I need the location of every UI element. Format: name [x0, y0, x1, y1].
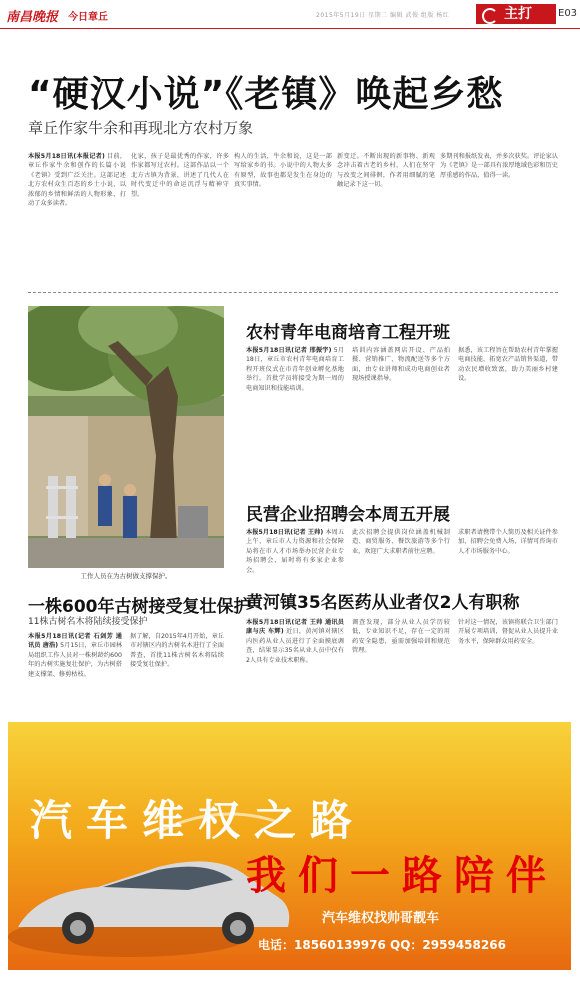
tree-text-2: 据了解，自2015年4月开始，章丘市对辖区内的古树名木进行了全面普查，首批11株古树名木将陆续接受复壮保护。: [130, 633, 224, 669]
ad-contact: 电话：18560139976 QQ：2959458266: [258, 938, 506, 952]
lead-column-4: [337, 152, 435, 287]
article2-text-2: 此次招聘会提供岗位涵盖机械制造、商贸服务、餐饮旅游等多个行业，欢迎广大求职者前往应聘。: [352, 529, 450, 555]
lead-text-4: 新变迁。不断出现的新事物、新观念冲击着古老的乡村，人们在坚守与改变之间徘徊，作者用细腻的笔触记录下这一切。: [337, 153, 435, 189]
lead-subhead: 章丘作家牛余和再现北方农村万象: [28, 119, 254, 137]
article1-title: 农村青年电商培育工程开班: [246, 323, 450, 343]
rotate-icon: [482, 8, 498, 24]
tree-column-2: [130, 632, 224, 712]
article1-text-3: 据悉，该工程旨在帮助农村青年掌握电商技能，拓宽农产品销售渠道，带动农民增收致富，助力美丽乡村建设。: [458, 347, 558, 383]
photo-caption: 工作人员在为古树做支撑保护。: [80, 572, 172, 580]
article3-title: 黄河镇35名医药从业者仅2人有职称: [246, 593, 520, 613]
ad-slogan-1: 汽车维权之路: [30, 796, 367, 845]
article2-column-1: [246, 528, 344, 580]
article3-byline: 本报5月18日讯(记者 王帅 通讯员 康与庆 车辉): [246, 619, 344, 636]
tree-text-1: 5月15日，章丘市园林局组织工作人员对一株树龄约600年的古树实施复壮保护，为古树搭建支撑架、修剪枯枝。: [28, 642, 122, 678]
article3-column-1: [246, 618, 344, 713]
article2-text-3: 求职者请携带个人简历及相关证件参加，招聘会免费入场，详情可咨询市人才市场服务中心。: [458, 529, 558, 555]
tree-photo: [28, 306, 224, 568]
band-label: 主打: [504, 6, 532, 22]
article2-column-3: [458, 528, 558, 580]
dateline: 2015年5月19日 星期二 编辑 武俊 组版 杨红: [316, 12, 450, 19]
section-band: [476, 4, 556, 24]
section-divider: [28, 292, 558, 293]
article1-text-2: 培训内容涵盖网店开设、产品拍摄、营销推广、物流配送等多个方面，由专业讲师和成功电商创业者现场授课指导。: [352, 347, 450, 383]
tree-byline: 本报5月18日讯(记者 石剑芳 通讯员 唐浩): [28, 633, 122, 650]
article1-text-1: 5月18日，章丘市农村青年电商培育工程开班仪式在市青年创业孵化基地举行。首批学员将接受为期一周的电商知识和技能培训。: [246, 347, 344, 392]
masthead-rule: [0, 28, 580, 29]
ad-tagline: 汽车维权找帅哥靓车: [322, 911, 440, 926]
lead-text-3: 构人的生活，牛余和说，这是一部写给家乡的书。小说中的人物大多有原型，故事也都是发生在身边的真实事情。: [234, 153, 332, 189]
article1-column-3: [458, 346, 558, 496]
article3-text-2: 调查发现，部分从业人员学历较低，专业知识不足，存在一定的用药安全隐患，亟需加强培训和规范管理。: [352, 619, 450, 655]
newspaper-logo: 南昌晚报: [6, 10, 59, 25]
article3-text-3: 针对这一情况，该镇将联合卫生部门开展专项培训，督促从业人员提升业务水平，保障群众用药安全。: [458, 619, 558, 645]
article1-byline: 本报5月18日讯(记者 邢振宇): [246, 347, 332, 354]
tree-subtitle: 11株古树名木将陆续接受保护: [28, 617, 148, 627]
article1-column-2: [352, 346, 450, 496]
lead-text-2: 化家，孩子是最优秀的作家，许多作家都写过农村。这部作品以一个北方古镇为背景，讲述了几代人在时代变迁中的命运沉浮与精神守望。: [131, 153, 229, 198]
article3-text-1: 近日，黄河镇对辖区内医药从业人员进行了全面摸底调查，结果显示35名从业人员中仅有2人具有专业技术职称。: [246, 628, 344, 664]
lead-text-5: 多期刊和报纸发表，并多次获奖。评论家认为《老镇》是一部具有浓厚地域色彩和历史厚重感的作品，值得一读。: [440, 153, 558, 179]
article2-title: 民营企业招聘会本周五开展: [246, 505, 450, 525]
lead-byline: 本报5月18日讯(本报记者): [28, 153, 105, 160]
article2-column-2: [352, 528, 450, 580]
article3-column-2: [352, 618, 450, 713]
section-name: 今日章丘: [68, 12, 108, 23]
tree-column-1: [28, 632, 122, 712]
article3-column-3: [458, 618, 558, 713]
lead-column-1: [28, 152, 126, 287]
article2-text-1: 本周五上午，章丘市人力资源和社会保障局将在市人才市场举办民营企业专场招聘会，届时将有多家企业参会。: [246, 529, 344, 574]
lead-column-3: [234, 152, 332, 287]
masthead: [0, 0, 580, 30]
page-number: E03: [558, 8, 578, 19]
ad-slogan-2: 我们一路陪伴: [246, 852, 558, 899]
lead-headline: “硬汉小说”《老镇》唤起乡愁: [28, 74, 504, 115]
lead-column-5: [440, 152, 558, 287]
article1-column-1: [246, 346, 344, 496]
tree-title: 一株600年古树接受复壮保护: [28, 597, 251, 617]
article2-byline: 本报5月18日讯(记者 王帅): [246, 529, 324, 536]
lead-column-2: [131, 152, 229, 287]
lead-text-1: 目前，章丘作家牛余和创作的长篇小说《老镇》受到广泛关注。这部记述北方农村众生百态的乡土小说，以浓郁的乡情和鲜活的人物形象，打动了众多读者。: [28, 153, 126, 208]
